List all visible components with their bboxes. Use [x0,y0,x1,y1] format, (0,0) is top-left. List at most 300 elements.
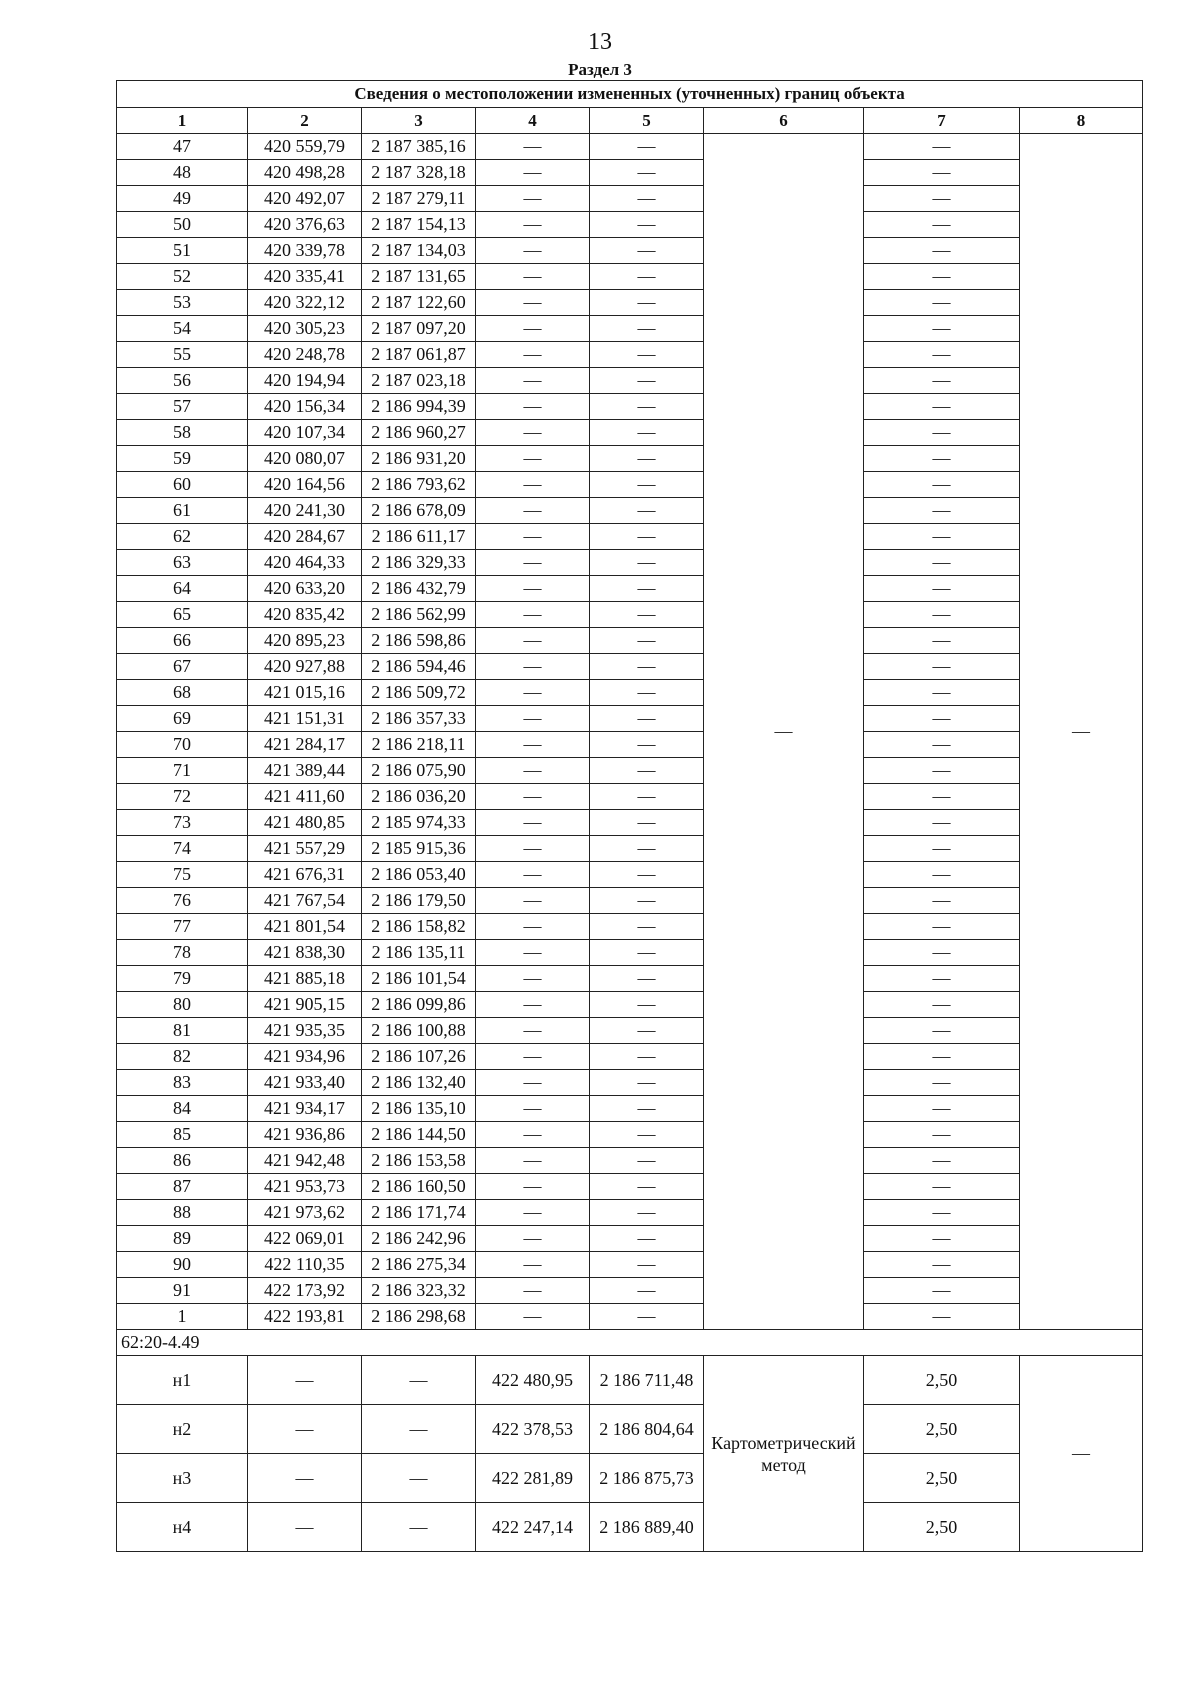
point-number: 52 [117,264,248,290]
new-y-dash: — [590,576,704,602]
existing-y: 2 186 107,26 [362,1044,476,1070]
table-row [117,420,1143,446]
point-number: 60 [117,472,248,498]
accuracy-dash: — [864,290,1020,316]
table-row [117,1122,1143,1148]
table-row [117,576,1143,602]
point-number: 67 [117,654,248,680]
table-row [117,472,1143,498]
new-y-dash: — [590,394,704,420]
point-number: 53 [117,290,248,316]
new-x-dash: — [476,524,590,550]
point-number: 84 [117,1096,248,1122]
accuracy-dash: — [864,758,1020,784]
new-y-dash: — [590,186,704,212]
point-number: 72 [117,784,248,810]
existing-x: 420 492,07 [248,186,362,212]
existing-y: 2 186 298,68 [362,1304,476,1330]
new-x-dash: — [476,628,590,654]
existing-y: 2 185 915,36 [362,836,476,862]
new-y-dash: — [590,966,704,992]
table-row [117,680,1143,706]
new-y-dash: — [590,758,704,784]
new-y-dash: — [590,992,704,1018]
existing-x: 422 110,35 [248,1252,362,1278]
existing-x: 421 936,86 [248,1122,362,1148]
new-y-dash: — [590,1096,704,1122]
existing-x: 420 498,28 [248,160,362,186]
accuracy-dash: — [864,914,1020,940]
new-x-dash: — [476,576,590,602]
new-x-dash: — [476,966,590,992]
point-number: 71 [117,758,248,784]
existing-x: 421 557,29 [248,836,362,862]
point-number: 51 [117,238,248,264]
existing-x: 421 801,54 [248,914,362,940]
existing-x: 420 156,34 [248,394,362,420]
table-row [117,160,1143,186]
point-number: 65 [117,602,248,628]
new-x: 422 247,14 [476,1503,590,1552]
new-x-dash: — [476,134,590,160]
table-row [117,628,1143,654]
new-y-dash: — [590,1148,704,1174]
new-x-dash: — [476,862,590,888]
new-y-dash: — [590,914,704,940]
accuracy-dash: — [864,888,1020,914]
existing-x: 421 933,40 [248,1070,362,1096]
accuracy-dash: — [864,472,1020,498]
accuracy-dash: — [864,550,1020,576]
existing-y: 2 186 075,90 [362,758,476,784]
point-number: 78 [117,940,248,966]
existing-y: 2 187 279,11 [362,186,476,212]
table-row [117,1148,1143,1174]
table-row [117,134,1143,160]
existing-y: 2 187 134,03 [362,238,476,264]
new-x-dash: — [476,186,590,212]
point-number: 80 [117,992,248,1018]
accuracy-dash: — [864,966,1020,992]
existing-x: 421 151,31 [248,706,362,732]
column-number-8: 8 [1020,108,1143,134]
accuracy-dash: — [864,212,1020,238]
existing-x: 421 905,15 [248,992,362,1018]
existing-x: 421 935,35 [248,1018,362,1044]
new-y-dash: — [590,1278,704,1304]
existing-y: 2 186 158,82 [362,914,476,940]
new-y-dash: — [590,238,704,264]
new-y-dash: — [590,160,704,186]
new-x-dash: — [476,290,590,316]
new-x-dash: — [476,264,590,290]
existing-y-dash: — [362,1405,476,1454]
new-x-dash: — [476,940,590,966]
new-y-dash: — [590,550,704,576]
new-points-body [117,1356,1143,1552]
accuracy-dash: — [864,186,1020,212]
point-number: 47 [117,134,248,160]
existing-y: 2 185 974,33 [362,810,476,836]
new-y-dash: — [590,888,704,914]
accuracy-dash: — [864,1044,1020,1070]
point-number: 90 [117,1252,248,1278]
accuracy-dash: — [864,446,1020,472]
new-y-dash: — [590,1174,704,1200]
method-dash-merged: — [704,134,864,1330]
point-number: 77 [117,914,248,940]
new-x-dash: — [476,498,590,524]
new-y-dash: — [590,1018,704,1044]
new-x-dash: — [476,1096,590,1122]
existing-y: 2 187 131,65 [362,264,476,290]
existing-y: 2 186 509,72 [362,680,476,706]
new-x: 422 281,89 [476,1454,590,1503]
existing-x: 420 335,41 [248,264,362,290]
existing-y: 2 186 053,40 [362,862,476,888]
existing-x: 420 248,78 [248,342,362,368]
method-cell: Картометрический метод [704,1356,864,1552]
point-number: 86 [117,1148,248,1174]
accuracy-dash: — [864,1278,1020,1304]
existing-x: 421 480,85 [248,810,362,836]
table-row [117,862,1143,888]
existing-y: 2 187 122,60 [362,290,476,316]
existing-x: 420 927,88 [248,654,362,680]
existing-y: 2 186 179,50 [362,888,476,914]
existing-x: 421 934,96 [248,1044,362,1070]
table-row [117,810,1143,836]
existing-y: 2 186 153,58 [362,1148,476,1174]
new-x-dash: — [476,1148,590,1174]
existing-y: 2 186 275,34 [362,1252,476,1278]
new-y-dash: — [590,706,704,732]
point-number: 68 [117,680,248,706]
column8-dash-merged: — [1020,1356,1143,1552]
accuracy-dash: — [864,498,1020,524]
existing-x: 420 322,12 [248,290,362,316]
existing-y: 2 186 678,09 [362,498,476,524]
table-row [117,1174,1143,1200]
new-x-dash: — [476,784,590,810]
point-number: 87 [117,1174,248,1200]
accuracy-dash: — [864,1226,1020,1252]
table-row [117,342,1143,368]
table-row [117,1044,1143,1070]
existing-x: 420 305,23 [248,316,362,342]
accuracy: 2,50 [864,1503,1020,1552]
new-y-dash: — [590,524,704,550]
column8-dash-merged: — [1020,134,1143,1330]
point-number: н4 [117,1503,248,1552]
existing-y: 2 186 132,40 [362,1070,476,1096]
point-number: 88 [117,1200,248,1226]
accuracy-dash: — [864,1148,1020,1174]
new-x-dash: — [476,1226,590,1252]
new-y-dash: — [590,1200,704,1226]
existing-y: 2 186 598,86 [362,628,476,654]
new-x: 422 378,53 [476,1405,590,1454]
point-number: 81 [117,1018,248,1044]
new-y-dash: — [590,1226,704,1252]
new-x-dash: — [476,342,590,368]
existing-x-dash: — [248,1503,362,1552]
point-number: 50 [117,212,248,238]
point-number: 73 [117,810,248,836]
existing-points-body [117,134,1143,1330]
existing-x: 420 164,56 [248,472,362,498]
new-x-dash: — [476,992,590,1018]
table-row [117,368,1143,394]
point-number: 79 [117,966,248,992]
accuracy-dash: — [864,992,1020,1018]
new-x-dash: — [476,1304,590,1330]
new-y-dash: — [590,836,704,862]
new-x-dash: — [476,706,590,732]
table-row [117,836,1143,862]
new-y-dash: — [590,810,704,836]
existing-y: 2 187 328,18 [362,160,476,186]
point-number: 55 [117,342,248,368]
existing-x: 420 339,78 [248,238,362,264]
new-y-dash: — [590,420,704,446]
point-number: 83 [117,1070,248,1096]
new-y-dash: — [590,498,704,524]
existing-x: 420 376,63 [248,212,362,238]
new-y: 2 186 889,40 [590,1503,704,1552]
table-row [117,732,1143,758]
new-x-dash: — [476,1174,590,1200]
new-x-dash: — [476,732,590,758]
existing-x: 420 464,33 [248,550,362,576]
new-x-dash: — [476,914,590,940]
table-row [117,602,1143,628]
point-number: 1 [117,1304,248,1330]
existing-y: 2 186 329,33 [362,550,476,576]
existing-x: 422 173,92 [248,1278,362,1304]
new-y-dash: — [590,1122,704,1148]
point-number: 76 [117,888,248,914]
existing-y-dash: — [362,1503,476,1552]
accuracy-dash: — [864,1252,1020,1278]
new-x-dash: — [476,446,590,472]
point-number: н1 [117,1356,248,1405]
column-number-5: 5 [590,108,704,134]
column-number-4: 4 [476,108,590,134]
new-x-dash: — [476,212,590,238]
table-row [117,524,1143,550]
accuracy-dash: — [864,706,1020,732]
point-number: 54 [117,316,248,342]
existing-y: 2 186 931,20 [362,446,476,472]
existing-x: 420 284,67 [248,524,362,550]
point-number: 61 [117,498,248,524]
new-y-dash: — [590,316,704,342]
existing-y: 2 186 171,74 [362,1200,476,1226]
table-row [117,654,1143,680]
accuracy-dash: — [864,1070,1020,1096]
new-x-dash: — [476,394,590,420]
existing-y: 2 186 611,17 [362,524,476,550]
accuracy-dash: — [864,420,1020,446]
table-row [117,1304,1143,1330]
new-x-dash: — [476,836,590,862]
point-number: 91 [117,1278,248,1304]
table-row [117,290,1143,316]
existing-y: 2 186 218,11 [362,732,476,758]
new-y-dash: — [590,1044,704,1070]
column-number-2: 2 [248,108,362,134]
existing-x: 421 838,30 [248,940,362,966]
table-row [117,992,1143,1018]
table-row [117,940,1143,966]
point-number: 82 [117,1044,248,1070]
new-y: 2 186 804,64 [590,1405,704,1454]
table-row [117,784,1143,810]
column-number-1: 1 [117,108,248,134]
table-row [117,394,1143,420]
accuracy: 2,50 [864,1405,1020,1454]
existing-x: 421 676,31 [248,862,362,888]
table-row [117,966,1143,992]
existing-y: 2 186 432,79 [362,576,476,602]
column-number-3: 3 [362,108,476,134]
table-row [117,316,1143,342]
boundary-coordinates-table [116,80,1143,1552]
accuracy-dash: — [864,238,1020,264]
existing-x: 421 389,44 [248,758,362,784]
existing-y: 2 186 144,50 [362,1122,476,1148]
existing-x: 420 241,30 [248,498,362,524]
table-row [117,914,1143,940]
new-y-dash: — [590,732,704,758]
existing-x: 421 015,16 [248,680,362,706]
accuracy-dash: — [864,524,1020,550]
existing-y: 2 186 135,11 [362,940,476,966]
point-number: н3 [117,1454,248,1503]
accuracy: 2,50 [864,1356,1020,1405]
table-row [117,498,1143,524]
new-x-dash: — [476,1070,590,1096]
new-x-dash: — [476,550,590,576]
new-x-dash: — [476,316,590,342]
new-y: 2 186 711,48 [590,1356,704,1405]
new-x-dash: — [476,1018,590,1044]
existing-x: 421 411,60 [248,784,362,810]
new-x-dash: — [476,758,590,784]
point-number: 64 [117,576,248,602]
existing-y: 2 186 100,88 [362,1018,476,1044]
table-title: Сведения о местоположении измененных (уточненных) границ объекта [117,81,1143,108]
existing-x-dash: — [248,1405,362,1454]
table-row [117,238,1143,264]
new-x-dash: — [476,810,590,836]
accuracy-dash: — [864,394,1020,420]
point-number: 66 [117,628,248,654]
accuracy: 2,50 [864,1454,1020,1503]
existing-y: 2 186 960,27 [362,420,476,446]
accuracy-dash: — [864,602,1020,628]
table-row [117,1454,1143,1503]
existing-x: 421 885,18 [248,966,362,992]
accuracy-dash: — [864,810,1020,836]
new-x-dash: — [476,888,590,914]
existing-x-dash: — [248,1356,362,1405]
new-y-dash: — [590,264,704,290]
new-y-dash: — [590,784,704,810]
point-number: 58 [117,420,248,446]
existing-y: 2 186 036,20 [362,784,476,810]
existing-y: 2 187 061,87 [362,342,476,368]
point-number: 89 [117,1226,248,1252]
table-row [117,1070,1143,1096]
point-number: 63 [117,550,248,576]
table-row [117,1018,1143,1044]
table-row [117,264,1143,290]
new-y-dash: — [590,290,704,316]
table-row [117,1226,1143,1252]
accuracy-dash: — [864,316,1020,342]
new-x: 422 480,95 [476,1356,590,1405]
accuracy-dash: — [864,628,1020,654]
new-x-dash: — [476,654,590,680]
new-y-dash: — [590,628,704,654]
new-y-dash: — [590,342,704,368]
existing-x: 420 835,42 [248,602,362,628]
new-x-dash: — [476,680,590,706]
existing-x: 420 633,20 [248,576,362,602]
point-number: 48 [117,160,248,186]
accuracy-dash: — [864,940,1020,966]
accuracy-dash: — [864,1018,1020,1044]
existing-y: 2 186 323,32 [362,1278,476,1304]
new-y-dash: — [590,134,704,160]
new-x-dash: — [476,1044,590,1070]
accuracy-dash: — [864,342,1020,368]
new-y-dash: — [590,602,704,628]
new-y-dash: — [590,1252,704,1278]
new-y-dash: — [590,940,704,966]
existing-y: 2 186 994,39 [362,394,476,420]
new-x-dash: — [476,368,590,394]
existing-y: 2 186 099,86 [362,992,476,1018]
new-y-dash: — [590,680,704,706]
existing-y: 2 187 097,20 [362,316,476,342]
new-x-dash: — [476,160,590,186]
accuracy-dash: — [864,264,1020,290]
point-number: 49 [117,186,248,212]
accuracy-dash: — [864,368,1020,394]
new-y-dash: — [590,1304,704,1330]
existing-x: 421 767,54 [248,888,362,914]
new-y-dash: — [590,368,704,394]
existing-x: 420 895,23 [248,628,362,654]
new-x-dash: — [476,1200,590,1226]
existing-x: 422 193,81 [248,1304,362,1330]
table-row [117,888,1143,914]
new-y-dash: — [590,1070,704,1096]
accuracy-dash: — [864,680,1020,706]
new-y-dash: — [590,446,704,472]
page-number: 13 [588,29,612,55]
new-x-dash: — [476,420,590,446]
new-y-dash: — [590,472,704,498]
table-row [117,550,1143,576]
new-x-dash: — [476,472,590,498]
table-row [117,1405,1143,1454]
new-x-dash: — [476,1122,590,1148]
point-number: 69 [117,706,248,732]
